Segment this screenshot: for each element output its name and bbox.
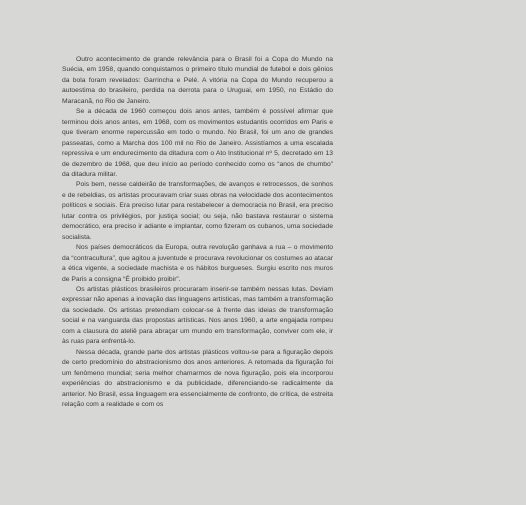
paragraph-artistas-plasticos: Os artistas plásticos brasileiros procuraram inserir-se também nessas lutas. Deviam expressar não apenas a inovação das linguagens artísticas, mas também a transformação da sociedade. Os artistas pretendiam colocar-se à frente das ideias de transformação social e na vanguarda das propostas artísticas. Nos anos 1960, a arte engajada rompeu com a clausura do ateliê para abraçar um mundo em transformação, conviver com ele, ir às ruas para enfrentá-lo. bbox=[62, 285, 333, 346]
paragraph-contracultura: Nos países democráticos da Europa, outra revolução ganhava a rua – o movimento da “contracultura”, que agitou a juventude e procurava revolucionar os costumes ao atacar a ética vigente, a sociedade machista e os hábitos burgueses. Surgiu escrito nos muros de Paris a consigna “É proibido proibir”. bbox=[62, 244, 333, 283]
paragraph-copa-1958: Outro acontecimento de grande relevância para o Brasil foi a Copa do Mundo na Suécia, em 1958, quando conquistamos o primeiro título mundial de futebol e dois gênios da bola foram revelados: Garrincha e Pelé. A vitória na Copa do Mundo recuperou a autoestima do brasileiro, perdida na derrota para o Uruguai, em 1950, no Estádio do Maracanã, no Rio de Janeiro. bbox=[62, 56, 333, 105]
body-text bbox=[62, 55, 333, 410]
paragraph-caldeirao: Pois bem, nesse caldeirão de transformações, de avanços e retrocessos, de sonhos e de rebeldias, os artistas procuravam criar suas obras na velocidade dos acontecimentos políticos e sociais. Era preciso lutar para restabelecer a democracia no Brasil, era preciso lutar contra os privilégios, por justiça social; ou seja, não bastava restaurar o sistema democrático, era preciso ir adiante e implantar, como fizeram os cubanos, uma sociedade socialista. bbox=[62, 181, 333, 241]
paragraph-nova-figuracao: Nessa década, grande parte dos artistas plásticos voltou-se para a figuração depois de certo predomínio do abstracionismo dos anos anteriores. A retomada da figuração foi um fenômeno mundial; seria melhor chamarmos de nova figuração, pois ela incorporou experiências do abstracionismo e da publicidade, diferenciando-se radicalmente da anterior. No Brasil, essa linguagem era essencialmente de confronto, de crítica, de estreita relação com a realidade e com os bbox=[62, 348, 333, 408]
paragraph-decada-1960: Se a década de 1960 começou dois anos antes, também é possível afirmar que terminou dois anos antes, em 1968, com os movimentos estudantis ocorridos em Paris e que tiveram enorme repercussão em todo o mundo. No Brasil, foi um ano de grandes passeatas, como a Marcha dos 100 mil no Rio de Janeiro. Assistíamos a uma escalada repressiva e um endurecimento da ditadura com o Ato Institucional nº 5, decretado em 13 de dezembro de 1968, que deu início ao período conhecido como os “anos de chumbo” da ditadura militar. bbox=[62, 108, 333, 178]
